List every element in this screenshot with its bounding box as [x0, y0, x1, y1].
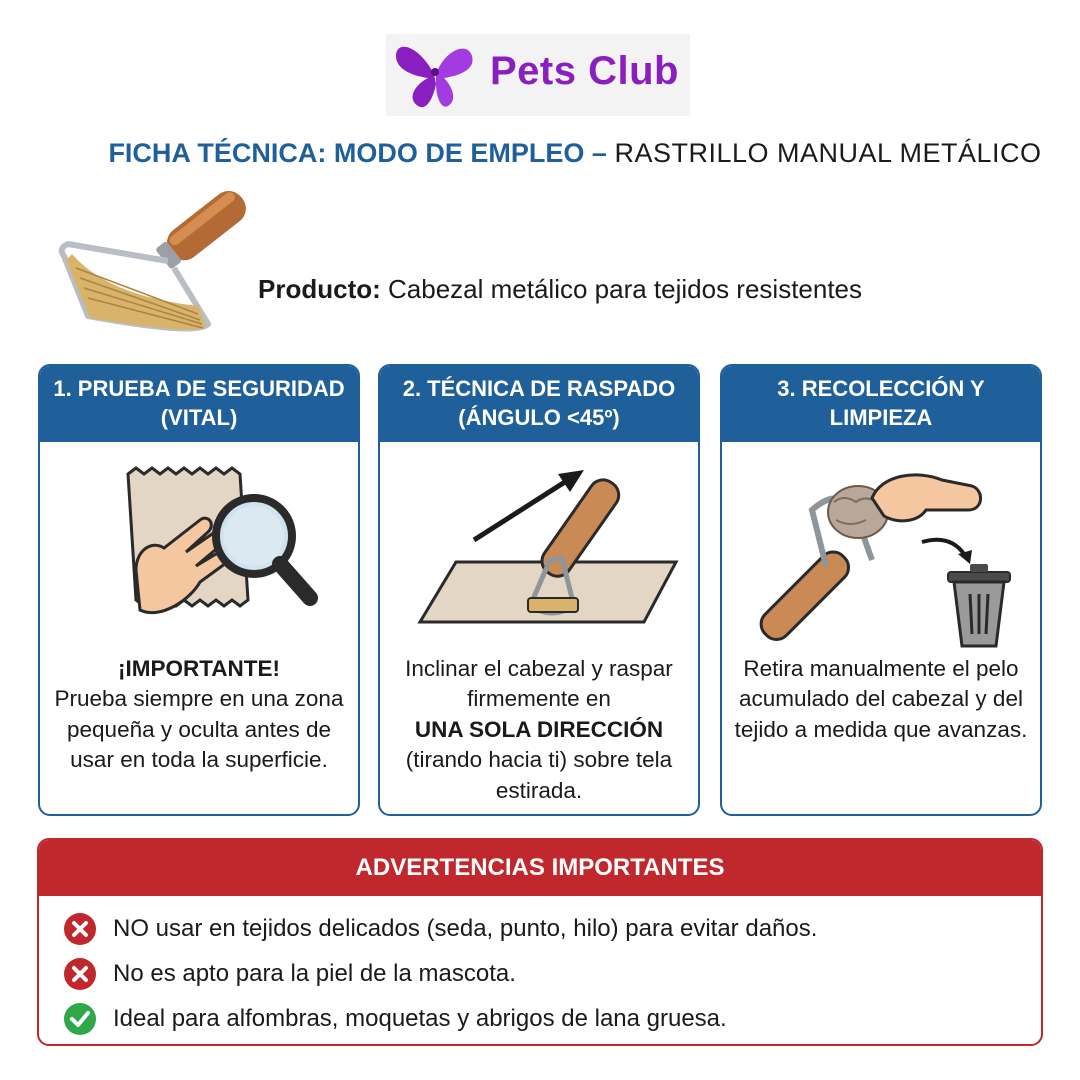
step-3-body: Retira manualmente el pelo acumulado del cabezal y del tejido a medida que avanzas. — [734, 656, 1028, 742]
title-part-2: RASTRILLO MANUAL METÁLICO — [614, 138, 1042, 168]
brand-name: Pets Club — [490, 49, 679, 93]
hand-hair-trash-icon — [722, 450, 1040, 650]
step-1-body: Prueba siempre en una zona pequeña y oculta antes de usar en toda la superficie. — [54, 686, 344, 773]
step-1-emphasis: ¡IMPORTANTE! — [117, 656, 281, 681]
warning-item-1 — [63, 906, 1031, 951]
metal-lint-rake-icon — [48, 176, 268, 346]
product-label: Producto: — [258, 274, 381, 304]
warning-text-3: Ideal para alfombras, moquetas y abrigos de lana gruesa. — [113, 1004, 727, 1032]
step-2-body-after: (tirando hacia ti) sobre tela estirada. — [405, 747, 673, 803]
step-2-emphasis: UNA SOLA DIRECCIÓN — [414, 716, 664, 742]
step-1-text — [48, 654, 350, 776]
step-card-1 — [38, 364, 360, 816]
red-x-circle-icon — [63, 957, 97, 991]
title-part-1: FICHA TÉCNICA: MODO DE EMPLEO – — [108, 138, 607, 168]
step-2-text — [388, 654, 690, 806]
warnings-title: ADVERTENCIAS IMPORTANTES — [39, 840, 1041, 896]
step-2-body-before: Inclinar el cabezal y raspar firmemente en — [405, 656, 673, 712]
warning-item-3 — [63, 996, 1031, 1041]
step-3-title: 3. RECOLECCIÓN Y LIMPIEZA — [722, 366, 1040, 442]
product-value: Cabezal metálico para tejidos resistentes — [388, 274, 863, 304]
brand-logo — [386, 34, 690, 116]
step-card-2 — [378, 364, 700, 816]
warnings-panel — [37, 838, 1043, 1046]
rake-on-fabric-arrow-icon — [380, 450, 698, 650]
step-card-3 — [720, 364, 1042, 816]
step-3-text — [730, 654, 1032, 745]
product-description — [258, 274, 862, 305]
hand-fabric-magnifier-icon — [40, 450, 358, 650]
green-check-circle-icon — [63, 1002, 97, 1036]
warning-text-2: No es apto para la piel de la mascota. — [113, 959, 516, 987]
butterfly-pet-logo-icon — [388, 34, 480, 116]
warning-item-2 — [63, 951, 1031, 996]
page-title — [0, 138, 1080, 169]
warning-text-1: NO usar en tejidos delicados (seda, punto, hilo) para evitar daños. — [113, 914, 818, 942]
warnings-list — [63, 906, 1031, 1041]
red-x-circle-icon — [63, 912, 97, 946]
step-1-title: 1. PRUEBA DE SEGURIDAD (VITAL) — [40, 366, 358, 442]
step-2-title: 2. TÉCNICA DE RASPADO (ÁNGULO <45º) — [380, 366, 698, 442]
